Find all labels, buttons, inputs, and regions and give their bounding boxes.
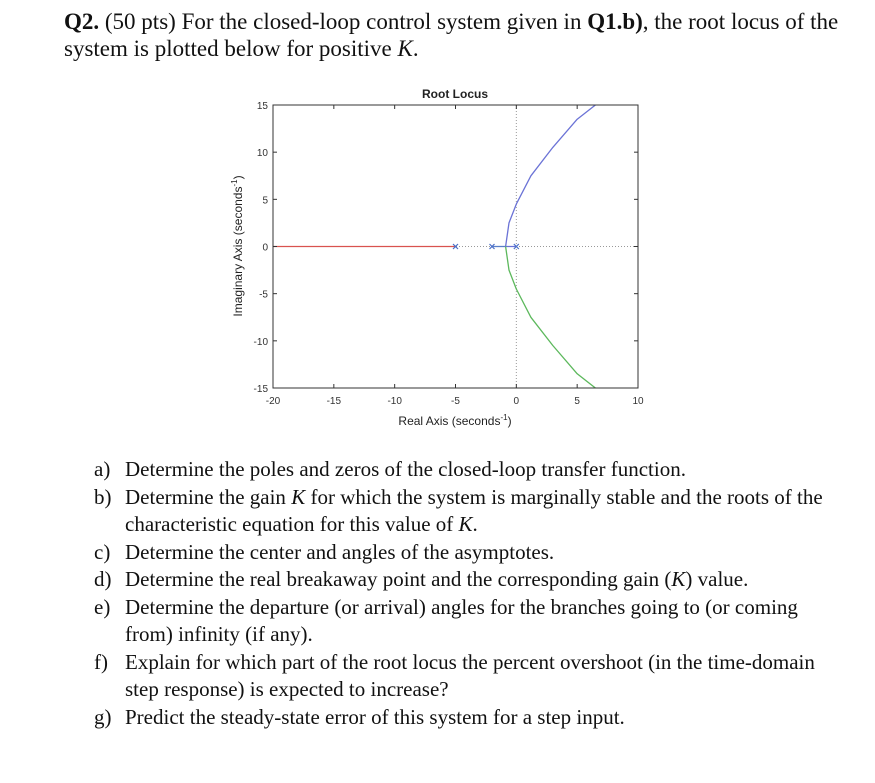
question-number: Q2. (64, 9, 100, 34)
part-e: e) Determine the departure (or arrival) angles for the branches going to (or coming from) infinity (if any). (94, 594, 798, 646)
x-tick-label: -10 (387, 396, 402, 407)
part-d: d) Determine the real breakaway point and the corresponding gain (K) value. (94, 567, 749, 591)
part-g: g) Predict the steady-state error of this system for a step input. (94, 704, 625, 729)
chart-title: Root Locus (422, 87, 488, 101)
x-tick-label: -20 (265, 396, 281, 407)
y-tick-label: 15 (256, 101, 268, 112)
x-tick-label: -15 (326, 396, 342, 407)
part-c: c) Determine the center and angles of the asymptotes. (94, 539, 555, 564)
locus-branches (273, 105, 595, 388)
y-tick-label: 10 (256, 148, 268, 160)
series-branch-upper (506, 105, 596, 247)
x-axis-label: Real Axis (seconds$^{-1}$) (398, 413, 512, 428)
question-end: . (412, 36, 419, 61)
y-tick-label: 5 (262, 195, 268, 207)
y-axis-label: Imaginary Axis (seconds$^{-1}$) (230, 175, 245, 317)
question-body-2: , the root locus of the system is plotted below for positive (64, 9, 839, 61)
series-branch-lower (506, 247, 596, 389)
y-tick-label: -15 (253, 384, 268, 395)
y-tick-label: 0 (262, 242, 268, 254)
question-points: (50 pts) (104, 9, 176, 34)
y-tick-label: -10 (253, 336, 268, 348)
question-body-1: For the closed-loop control system given in (181, 9, 582, 34)
question-reference: Q1.b) (587, 9, 643, 34)
x-tick-label: 0 (513, 396, 520, 407)
x-tick-label: 5 (574, 396, 580, 407)
question-variable: K (397, 36, 413, 61)
x-tick-label: 10 (632, 396, 644, 407)
part-a: a) Determine the poles and zeros of the closed-loop transfer function. (94, 457, 686, 481)
part-f: f) Explain for which part of the root locus the percent overshoot (in the time-domain step response) is expected to increase? (94, 649, 815, 701)
question-parts (94, 456, 834, 731)
y-tick-label: -5 (259, 289, 268, 301)
axis-ticks (254, 101, 644, 407)
part-b: b) Determine the gain K for which the system is marginally stable and the roots of the characteristic equation for this value of K. (94, 484, 823, 536)
x-tick-label: -5 (451, 396, 460, 407)
